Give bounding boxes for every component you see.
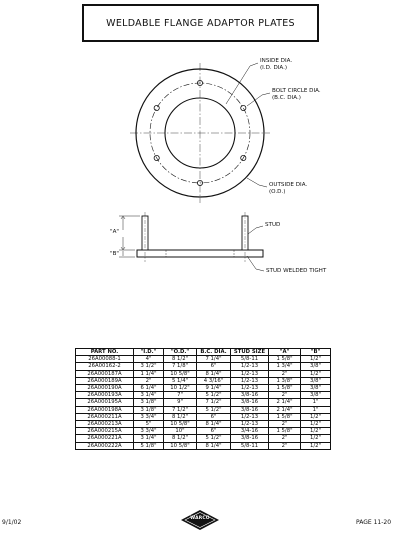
cell-stud-size: 3/8-16 [231, 406, 269, 413]
cell-a: 1 3/4" [269, 363, 301, 370]
cell-stud-size: 3/4-16 [231, 428, 269, 435]
cell-stud-size: 3/8-16 [231, 392, 269, 399]
cell-a: 1 5/8" [269, 385, 301, 392]
cell-od: 10 5/8" [164, 421, 197, 428]
cell-bc-dia: 8 1/4" [197, 370, 231, 377]
cell-bc-dia: 8 1/4" [197, 442, 231, 449]
cell-id: 3 1/4" [134, 392, 164, 399]
cell-stud-size: 3/8-16 [231, 435, 269, 442]
page-title: WELDABLE FLANGE ADAPTOR PLATES [106, 17, 295, 29]
cell-od: 10 1/2" [164, 385, 197, 392]
cell-od: 10 5/8" [164, 442, 197, 449]
cell-b: 3/8" [301, 363, 331, 370]
cell-id: 2" [134, 377, 164, 384]
cell-od: 7 1/2" [164, 406, 197, 413]
table-row [76, 385, 331, 392]
cell-bc-dia: 5 1/2" [197, 435, 231, 442]
cell-b: 1/2" [301, 356, 331, 363]
cell-id: 3 1/2" [134, 363, 164, 370]
cell-bc-dia: 6" [197, 363, 231, 370]
logo-text: WARCO [190, 516, 210, 521]
cell-bc-dia: 6" [197, 428, 231, 435]
cell-a: 1 3/8" [269, 377, 301, 384]
cell-bc-dia: 5 1/2" [197, 392, 231, 399]
cell-od: 8 1/2" [164, 435, 197, 442]
cell-b: 1/2" [301, 421, 331, 428]
cell-stud-size: 1/2-13 [231, 413, 269, 420]
cell-bc-dia: 4 3/16" [197, 377, 231, 384]
col-header-b: "B" [301, 349, 331, 356]
cell-stud-size: 1/2-13 [231, 377, 269, 384]
cell-a: 2" [269, 370, 301, 377]
cell-part-no: 26A000187A [76, 370, 134, 377]
cell-id: 1 1/4" [134, 370, 164, 377]
side-leaders [247, 226, 264, 271]
cell-stud-size: 1/2-13 [231, 385, 269, 392]
cell-id: 3 1/4" [134, 435, 164, 442]
table-row [76, 421, 331, 428]
cell-id: 3 1/8" [134, 399, 164, 406]
table-row [76, 435, 331, 442]
cell-a: 1 5/8" [269, 356, 301, 363]
bolt-circle-label: BOLT CIRCLE DIA. [272, 88, 321, 94]
revision-date: 9/1/02 [2, 519, 22, 526]
cell-id: 6 1/4" [134, 385, 164, 392]
cell-a: 2 1/4" [269, 399, 301, 406]
col-header-a: "A" [269, 349, 301, 356]
table-row [76, 406, 331, 413]
cell-od: 7" [164, 392, 197, 399]
cell-stud-size: 1/2-13 [231, 363, 269, 370]
cell-b: 1" [301, 399, 331, 406]
table-row [76, 377, 331, 384]
plate-section [137, 250, 263, 257]
cell-od: 10" [164, 428, 197, 435]
cell-a: 2" [269, 421, 301, 428]
plate-side-view [137, 212, 263, 262]
col-header-stud-size: STUD SIZE [231, 349, 269, 356]
cell-part-no: 26A000215A [76, 428, 134, 435]
cell-od: 8 1/2" [164, 356, 197, 363]
table-row [76, 392, 331, 399]
dimension-b-label: "B" [110, 251, 119, 257]
cell-bc-dia: 6" [197, 413, 231, 420]
stud-callout [265, 222, 280, 229]
table-row [76, 428, 331, 435]
cell-stud-size: 3/8-16 [231, 399, 269, 406]
warco-logo [180, 509, 220, 531]
cell-part-no: 26A00088-1 [76, 356, 134, 363]
cell-part-no: 26A00162-2 [76, 363, 134, 370]
cell-id: 5 1/8" [134, 442, 164, 449]
cell-bc-dia: 7 1/2" [197, 399, 231, 406]
cell-part-no: 26A000193A [76, 392, 134, 399]
cell-stud-size: 5/8-11 [231, 442, 269, 449]
cell-a: 2" [269, 392, 301, 399]
cell-od: 10 5/8" [164, 370, 197, 377]
inside-dia-callout [260, 58, 292, 72]
cell-bc-dia: 5 1/2" [197, 406, 231, 413]
inside-dia-label: INSIDE DIA. [260, 58, 293, 64]
bolt-circle-callout [272, 88, 321, 102]
page-number: PAGE 11-20 [356, 519, 392, 526]
cell-b: 1/2" [301, 435, 331, 442]
col-header-bc-dia: B.C. DIA. [197, 349, 231, 356]
outside-dia-callout [269, 182, 307, 196]
cell-part-no: 26A000189A [76, 377, 134, 384]
table-row [76, 363, 331, 370]
cell-part-no: 26A000198A [76, 406, 134, 413]
cell-id: 3 1/8" [134, 406, 164, 413]
cell-a: 1 5/8" [269, 413, 301, 420]
cell-a: 1 5/8" [269, 428, 301, 435]
cell-id: 3 3/4" [134, 413, 164, 420]
cell-b: 1/2" [301, 428, 331, 435]
cell-bc-dia: 7 1/4" [197, 356, 231, 363]
cell-a: 2" [269, 435, 301, 442]
bolt-circle-abbr: (B.C. DIA.) [272, 95, 301, 101]
stud-welded-label: STUD WELDED TIGHT [266, 268, 327, 274]
cell-bc-dia: 8 1/4" [197, 421, 231, 428]
table-row [76, 442, 331, 449]
cell-b: 1/2" [301, 370, 331, 377]
dimension-a-label: "A" [110, 229, 119, 235]
plate-top-view [130, 63, 270, 203]
cell-stud-size: 1/2-13 [231, 370, 269, 377]
cell-id: 4" [134, 356, 164, 363]
bolt-hole [241, 105, 246, 110]
cell-stud-size: 1/2-13 [231, 421, 269, 428]
table-row [76, 413, 331, 420]
table-row [76, 370, 331, 377]
stud-label: STUD [265, 222, 281, 228]
cell-od: 5 1/4" [164, 377, 197, 384]
cell-stud-size: 5/8-11 [231, 356, 269, 363]
col-header-od: "O.D." [164, 349, 197, 356]
cell-od: 8 1/2" [164, 413, 197, 420]
cell-b: 1/2" [301, 442, 331, 449]
cell-bc-dia: 9 1/4" [197, 385, 231, 392]
col-header-part-no: PART NO. [76, 349, 134, 356]
table-header-row [76, 349, 331, 356]
cell-id: 3 3/4" [134, 428, 164, 435]
cell-od: 7 1/8" [164, 363, 197, 370]
cell-part-no: 26A000211A [76, 413, 134, 420]
cell-b: 3/8" [301, 377, 331, 384]
table-row [76, 399, 331, 406]
cell-b: 1/2" [301, 413, 331, 420]
outside-dia-abbr: (O.D.) [269, 189, 286, 195]
cell-a: 2" [269, 442, 301, 449]
cell-b: 3/8" [301, 385, 331, 392]
parts-table [75, 348, 331, 450]
cell-part-no: 26A000221A [76, 435, 134, 442]
parts-table-body [76, 356, 331, 450]
col-header-id: "I.D." [134, 349, 164, 356]
stud-welded-callout [266, 268, 326, 275]
cell-part-no: 26A000190A [76, 385, 134, 392]
cell-part-no: 26A000222A [76, 442, 134, 449]
cell-od: 9" [164, 399, 197, 406]
cell-a: 2 1/4" [269, 406, 301, 413]
cell-part-no: 26A000195A [76, 399, 134, 406]
inside-dia-abbr: (I.D. DIA.) [260, 65, 288, 71]
cell-b: 3/8" [301, 392, 331, 399]
outside-dia-label: OUTSIDE DIA. [269, 182, 308, 188]
table-row [76, 356, 331, 363]
cell-id: 5" [134, 421, 164, 428]
cell-part-no: 26A000213A [76, 421, 134, 428]
cell-b: 1" [301, 406, 331, 413]
bolt-hole [154, 105, 159, 110]
